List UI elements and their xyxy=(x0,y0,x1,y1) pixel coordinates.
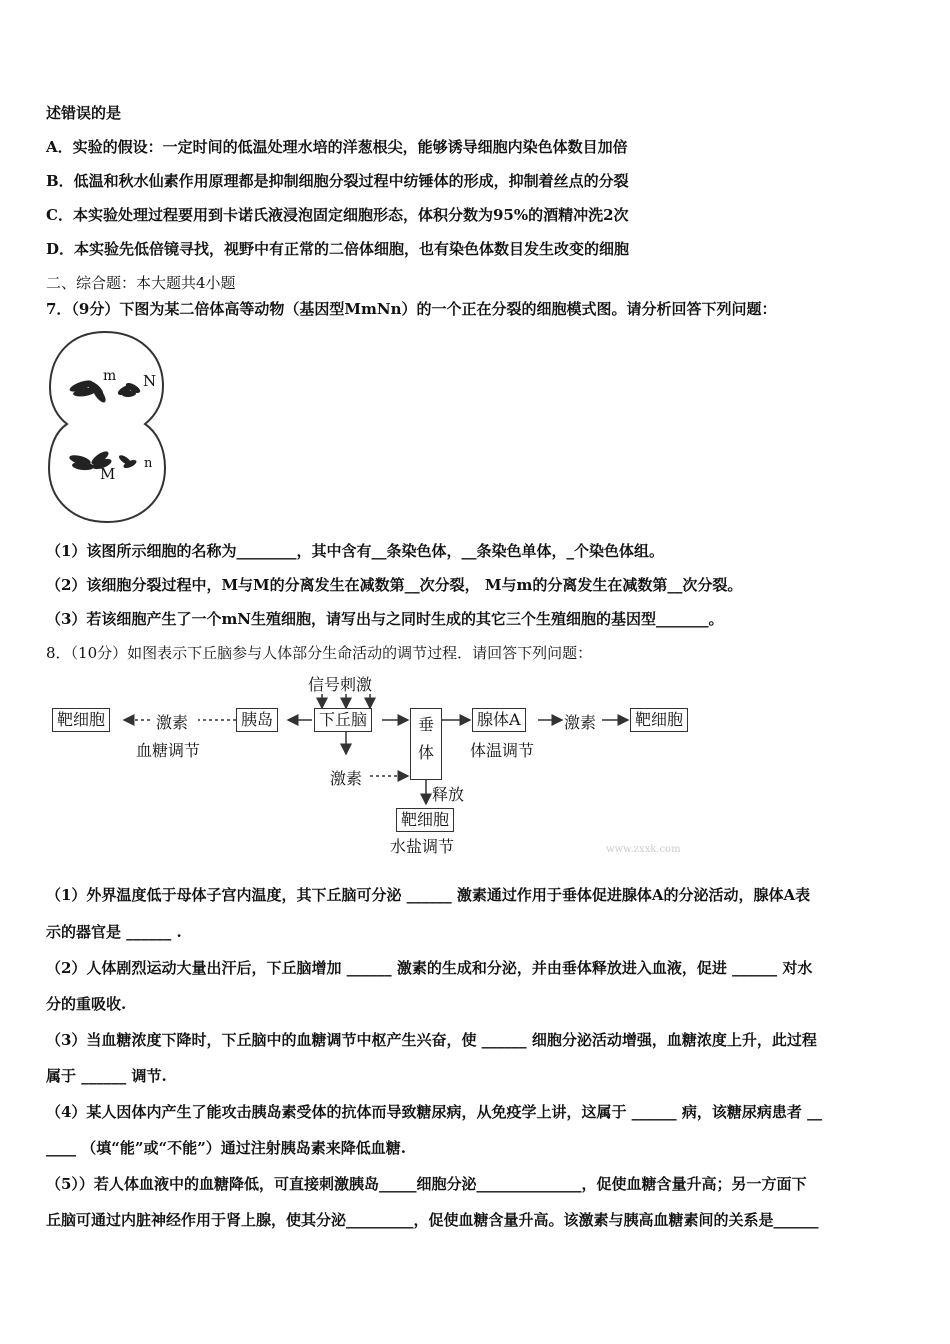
q8-sub-1a: （1）外界温度低于母体子宫内温度，其下丘脑可分泌 ______ 激素通过作用于垂体促进腺体A的分泌活动，腺体A表 xyxy=(46,886,811,904)
release-label: 释放 xyxy=(432,785,465,804)
q7-stem: 7．（9分）下图为某二倍体高等动物（基因型MmNn）的一个正在分裂的细胞模式图。请分析回答下列问题： xyxy=(46,300,777,318)
q8-sub-5b: 丘脑可通过内脏神经作用于肾上腺，使其分泌_________，促使血糖含量升高。该激素与胰高血糖素间的关系是______ xyxy=(46,1211,819,1229)
pituitary-box: 垂体 xyxy=(410,708,442,780)
q6-stem-tail: 述错误的是 xyxy=(46,104,122,122)
q6-option-b: B．低温和秋水仙素作用原理都是抑制细胞分裂过程中纺锤体的形成，抑制着丝点的分裂 xyxy=(46,172,629,190)
q8-sub-4b: ____ （填“能”或“不能”）通过注射胰岛素来降低血糖. xyxy=(46,1139,406,1157)
q8-sub-5a: （5））若人体血液中的血糖降低，可直接刺激胰岛_____细胞分泌______________，促使血糖含量升高；另一方面下 xyxy=(46,1175,807,1193)
label-N: N xyxy=(143,372,157,390)
blood-sugar-label: 血糖调节 xyxy=(136,741,201,760)
q7-sub-2: （2）该细胞分裂过程中，M与M的分离发生在减数第__次分裂， M与m的分离发生在减数第__次分裂。 xyxy=(46,576,743,594)
hypothalamus-diagram xyxy=(40,672,740,862)
label-m: m xyxy=(103,368,117,384)
q8-sub-1b: 示的器官是 ______ . xyxy=(46,923,182,941)
target-cell-bottom: 靶细胞 xyxy=(396,808,454,832)
pancreas-box: 胰岛 xyxy=(236,708,278,732)
q8-sub-2b: 分的重吸收. xyxy=(46,995,127,1013)
hormone-left: 激素 xyxy=(156,713,189,732)
gland-a-box: 腺体A xyxy=(472,708,526,732)
watermark: www.zxxk.com xyxy=(606,844,681,855)
temperature-label: 体温调节 xyxy=(470,741,535,760)
signal-label: 信号刺激 xyxy=(308,675,373,694)
target-cell-left: 靶细胞 xyxy=(52,708,110,732)
q8-sub-3b: 属于 ______ 调节. xyxy=(46,1067,167,1085)
q8-sub-4a: （4）某人因体内产生了能攻击胰岛素受体的抗体而导致糖尿病，从免疫学上讲，这属于 ______ 病，该糖尿病患者 __ xyxy=(46,1103,823,1121)
target-cell-right: 靶细胞 xyxy=(630,708,688,732)
label-M: M xyxy=(100,465,116,483)
q8-stem: 8．（10分）如图表示下丘脑参与人体部分生命活动的调节过程．请回答下列问题： xyxy=(46,644,593,662)
hormone-bottom: 激素 xyxy=(330,769,363,788)
q6-option-c: C．本实验处理过程要用到卡诺氏液浸泡固定细胞形态，体积分数为95%的酒精冲洗2次 xyxy=(46,206,629,224)
water-salt-label: 水盐调节 xyxy=(390,837,455,856)
hypothalamus-box: 下丘脑 xyxy=(314,708,372,732)
hormone-right: 激素 xyxy=(564,713,597,732)
section-title: 二、综合题：本大题共4小题 xyxy=(46,274,236,292)
chromosome-n-bottom xyxy=(118,454,138,470)
label-n: n xyxy=(144,456,153,471)
chromosome-n-top xyxy=(116,381,141,398)
q7-sub-3: （3）若该细胞产生了一个mN生殖细胞，请写出与之同时生成的其它三个生殖细胞的基因型_______。 xyxy=(46,610,724,628)
q7-sub-1: （1）该图所示细胞的名称为________，其中含有__条染色体，__条染色单体，_个染色体组。 xyxy=(46,542,664,560)
cell-division-figure xyxy=(45,328,175,526)
q6-option-a: A．实验的假设：一定时间的低温处理水培的洋葱根尖，能够诱导细胞内染色体数目加倍 xyxy=(46,138,628,156)
q6-option-d: D．本实验先低倍镜寻找，视野中有正常的二倍体细胞，也有染色体数目发生改变的细胞 xyxy=(46,240,630,258)
q8-sub-2a: （2）人体剧烈运动大量出汗后，下丘脑增加 ______ 激素的生成和分泌，并由垂体释放进入血液，促进 ______ 对水 xyxy=(46,959,813,977)
q8-sub-3a: （3）当血糖浓度下降时，下丘脑中的血糖调节中枢产生兴奋，使 ______ 细胞分泌活动增强，血糖浓度上升，此过程 xyxy=(46,1031,817,1049)
